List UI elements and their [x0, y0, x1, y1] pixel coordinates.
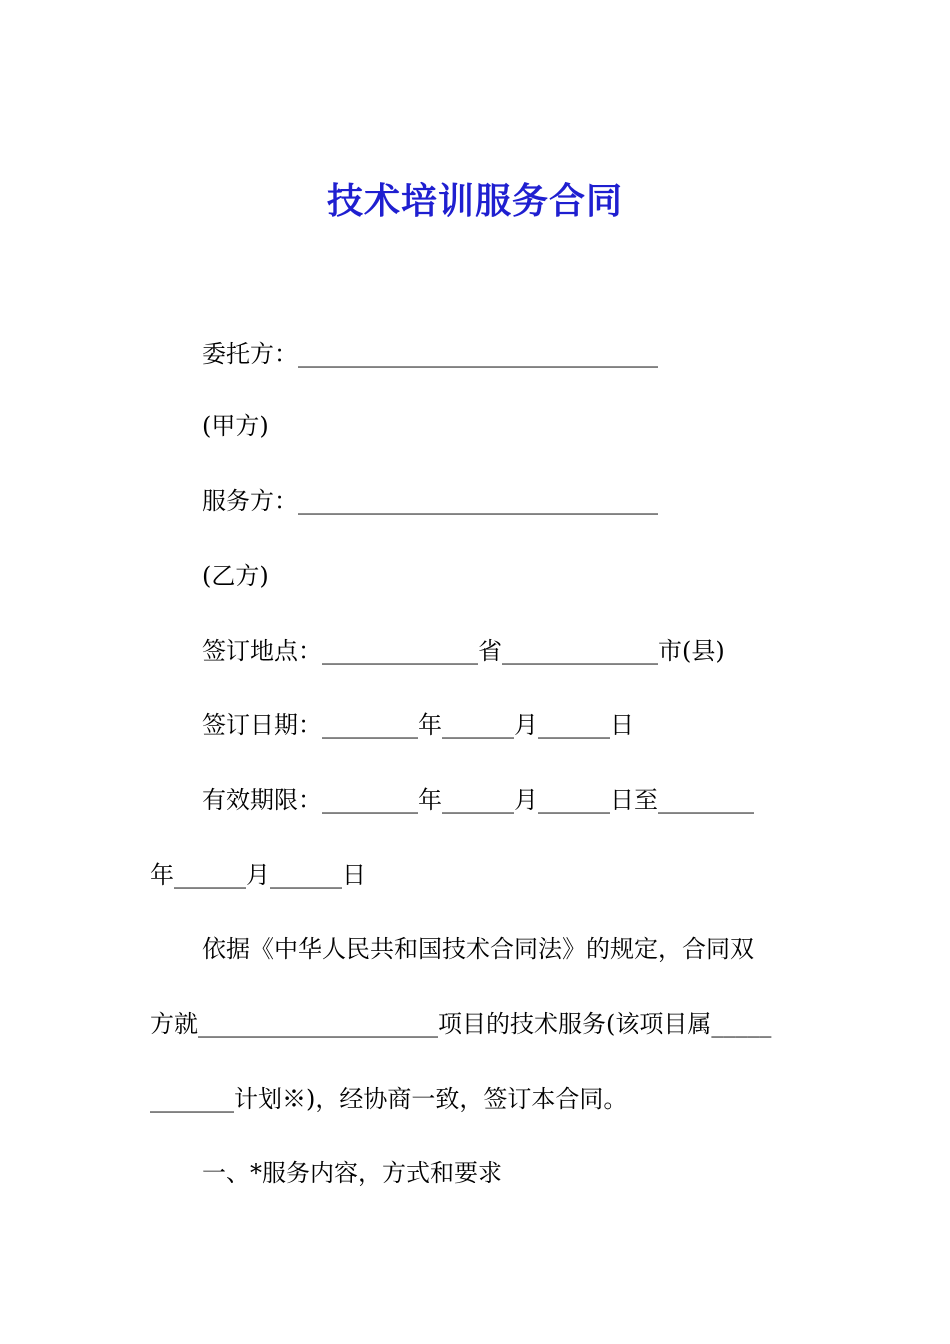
party-b-label: (乙方)	[202, 562, 269, 590]
client-line: 委托方：______________________________	[202, 340, 658, 368]
party-a-label: (甲方)	[202, 412, 269, 440]
basis-paragraph-line-1: 依据《中华人民共和国技术合同法》的规定，合同双	[202, 935, 754, 963]
sign-place-line: 签订地点：_____________省_____________市(县)	[202, 637, 725, 665]
basis-paragraph-line-2: 方就____________________项目的技术服务(该项目属_____	[150, 1010, 772, 1038]
sign-date-line: 签订日期：________年______月______日	[202, 711, 634, 739]
provider-line: 服务方：______________________________	[202, 487, 658, 515]
document-title: 技术培训服务合同	[326, 181, 623, 222]
basis-paragraph-line-3: _______计划※)，经协商一致，签订本合同。	[150, 1085, 628, 1113]
validity-line-2: 年______月______日	[150, 861, 366, 889]
validity-line-1: 有效期限：________年______月______日至________	[202, 786, 754, 814]
section-1-heading: 一、*服务内容，方式和要求	[202, 1159, 502, 1187]
